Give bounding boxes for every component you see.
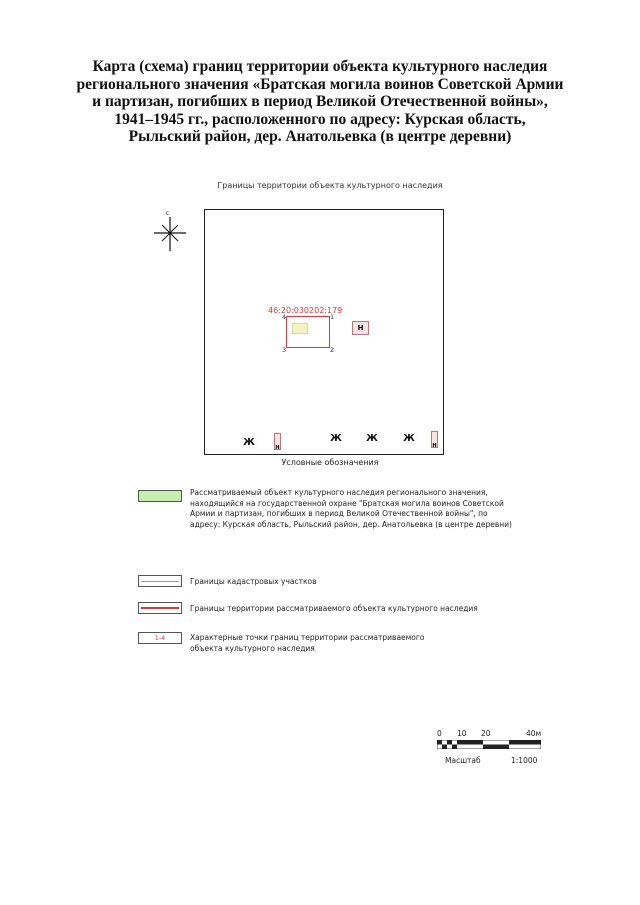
boundary-point-1: 1 [330, 313, 335, 321]
compass-north-label: С [166, 211, 170, 217]
scale-label: Масштаб [445, 756, 481, 765]
building-nonresidential-small: Н [274, 433, 281, 450]
scale-tick-10: 10 [457, 729, 467, 738]
boundary-point-3: 3 [282, 346, 287, 354]
title-line: Карта (схема) границ территории объекта культурного наследия [92, 58, 548, 75]
building-nonresidential-small: Н [431, 431, 438, 448]
legend-title: Условные обозначения [281, 458, 379, 467]
title-line: регионального значения «Братская могила воинов Советской Армии [76, 75, 564, 93]
map-caption: Границы территории объекта культурного наследия [217, 181, 443, 190]
boundary-point-4: 4 [282, 313, 287, 321]
legend-text-object-boundary: Границы территории рассматриваемого объекта культурного наследия [190, 604, 478, 613]
legend-text-cadastral: Границы кадастровых участков [190, 577, 317, 586]
legend-swatch-object-boundary [138, 602, 182, 614]
building-residential: Ж [401, 432, 417, 446]
scale-ratio: 1:1000 [511, 756, 538, 765]
building-residential: Ж [328, 432, 344, 446]
boundary-point-2: 2 [330, 346, 335, 354]
title-line: 1941–1945 гг., расположенного по адресу: Курская область, [114, 110, 526, 128]
legend-text-object: Рассматриваемый объект культурного наследия регионального значения, находящийся на государственной охране "Братская могила воинов Советской Армии и партизан, погибших в период Великой Отечественной войны", по адресу: Курская область, Рыльский район, дер. Анатольевка (в центре деревни) [190, 488, 512, 529]
building-nonresidential: Н [352, 321, 369, 335]
scale-tick-0: 0 [437, 729, 442, 738]
legend-swatch-object [138, 490, 182, 502]
title-line: и партизан, погибших в период Великой Отечественной войны», [92, 93, 548, 110]
scale-bar [437, 740, 541, 749]
scale-tick-40: 40м [526, 729, 542, 738]
scale-tick-20: 20 [481, 729, 491, 738]
legend-swatch-points: 1-4 [138, 632, 182, 644]
north-arrow-icon [150, 207, 190, 253]
building-residential: Ж [241, 436, 257, 450]
heritage-object [292, 323, 308, 334]
map-title [60, 58, 580, 146]
legend-text-points: Характерные точки границ территории рассматриваемого объекта культурного наследия [190, 633, 425, 653]
cadastral-number: 46:20:030202:179 [268, 306, 343, 315]
legend-swatch-cadastral [138, 575, 182, 587]
title-line: Рыльский район, дер. Анатольевка (в центре деревни) [128, 128, 512, 145]
building-residential: Ж [364, 432, 380, 446]
